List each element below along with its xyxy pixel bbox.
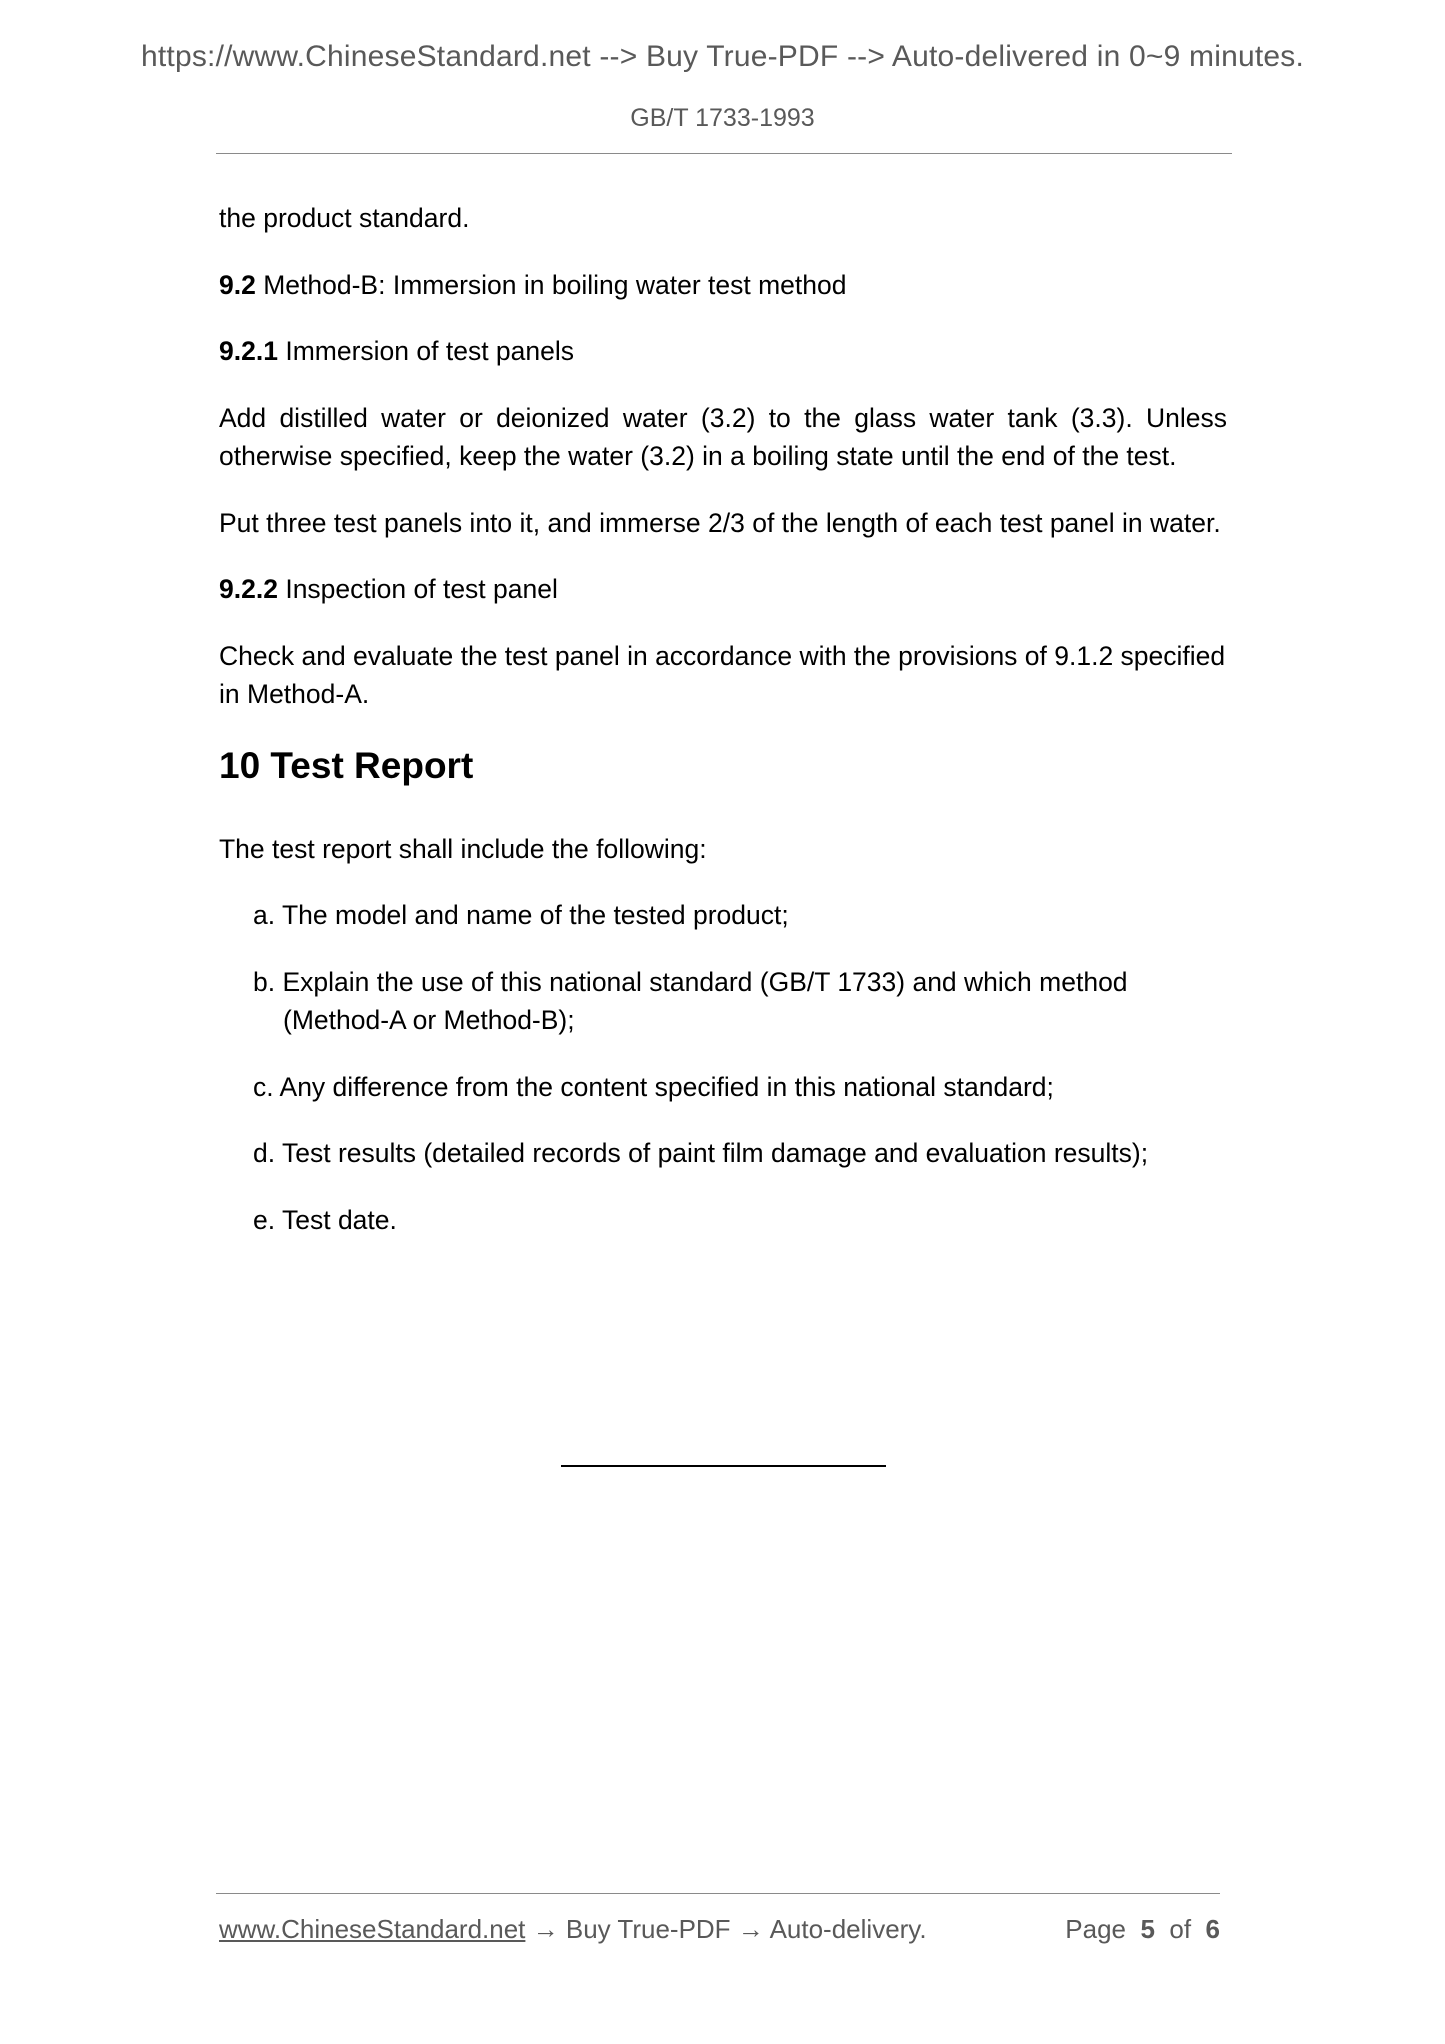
paragraph: Check and evaluate the test panel in accordance with the provisions of 9.1.2 specified in Method-A. bbox=[219, 640, 1226, 709]
page-indicator bbox=[1065, 1914, 1220, 1945]
page-of: of bbox=[1169, 1914, 1192, 1944]
section-9-2-1-heading bbox=[219, 332, 1227, 371]
page-label: Page bbox=[1065, 1914, 1127, 1944]
section-9-2-2-heading bbox=[219, 570, 1227, 609]
header-divider bbox=[216, 153, 1232, 154]
section-title: Method-B: Immersion in boiling water test method bbox=[263, 269, 847, 300]
footer-tagline: → Buy True-PDF → Auto-delivery. bbox=[525, 1914, 927, 1944]
section-number: 9.2.2 bbox=[219, 574, 278, 604]
page-total: 6 bbox=[1205, 1914, 1220, 1944]
list-item: b. Explain the use of this national standard (GB/T 1733) and which method (Method-A or Method-B); bbox=[253, 966, 1128, 1035]
footer-left bbox=[219, 1914, 927, 1945]
section-title: Immersion of test panels bbox=[285, 336, 575, 366]
section-number: 9.2 bbox=[219, 269, 256, 300]
continuation-text: the product standard. bbox=[219, 203, 470, 233]
list-item: d. Test results (detailed records of paint film damage and evaluation results); bbox=[253, 1138, 1149, 1168]
footer-divider bbox=[216, 1893, 1220, 1894]
paragraph: Put three test panels into it, and immerse 2/3 of the length of each test panel in water. bbox=[219, 507, 1221, 538]
section-10-heading: 10 Test Report bbox=[219, 744, 474, 786]
site-link[interactable]: www.ChineseStandard.net bbox=[219, 1914, 526, 1944]
end-of-document-line bbox=[561, 1465, 886, 1467]
document-code: GB/T 1733-1993 bbox=[630, 104, 815, 132]
page-content bbox=[219, 199, 1227, 1267]
list-item: e. Test date. bbox=[253, 1204, 397, 1235]
report-items-list bbox=[219, 896, 1227, 1239]
list-item: c. Any difference from the content specified in this national standard; bbox=[253, 1071, 1054, 1102]
list-item: a. The model and name of the tested product; bbox=[253, 900, 789, 930]
section-9-2-heading bbox=[219, 266, 1227, 305]
top-banner[interactable]: https://www.ChineseStandard.net --> Buy True-PDF --> Auto-delivered in 0~9 minutes. bbox=[141, 40, 1304, 73]
page-current: 5 bbox=[1140, 1914, 1155, 1944]
section-number: 9.2.1 bbox=[219, 336, 278, 366]
paragraph: The test report shall include the following: bbox=[219, 833, 707, 864]
paragraph: Add distilled water or deionized water (3.2) to the glass water tank (3.3). Unless otherwise specified, keep the water (3.2) in a boiling state until the end of the test. bbox=[219, 402, 1227, 471]
section-title: Inspection of test panel bbox=[285, 574, 558, 604]
